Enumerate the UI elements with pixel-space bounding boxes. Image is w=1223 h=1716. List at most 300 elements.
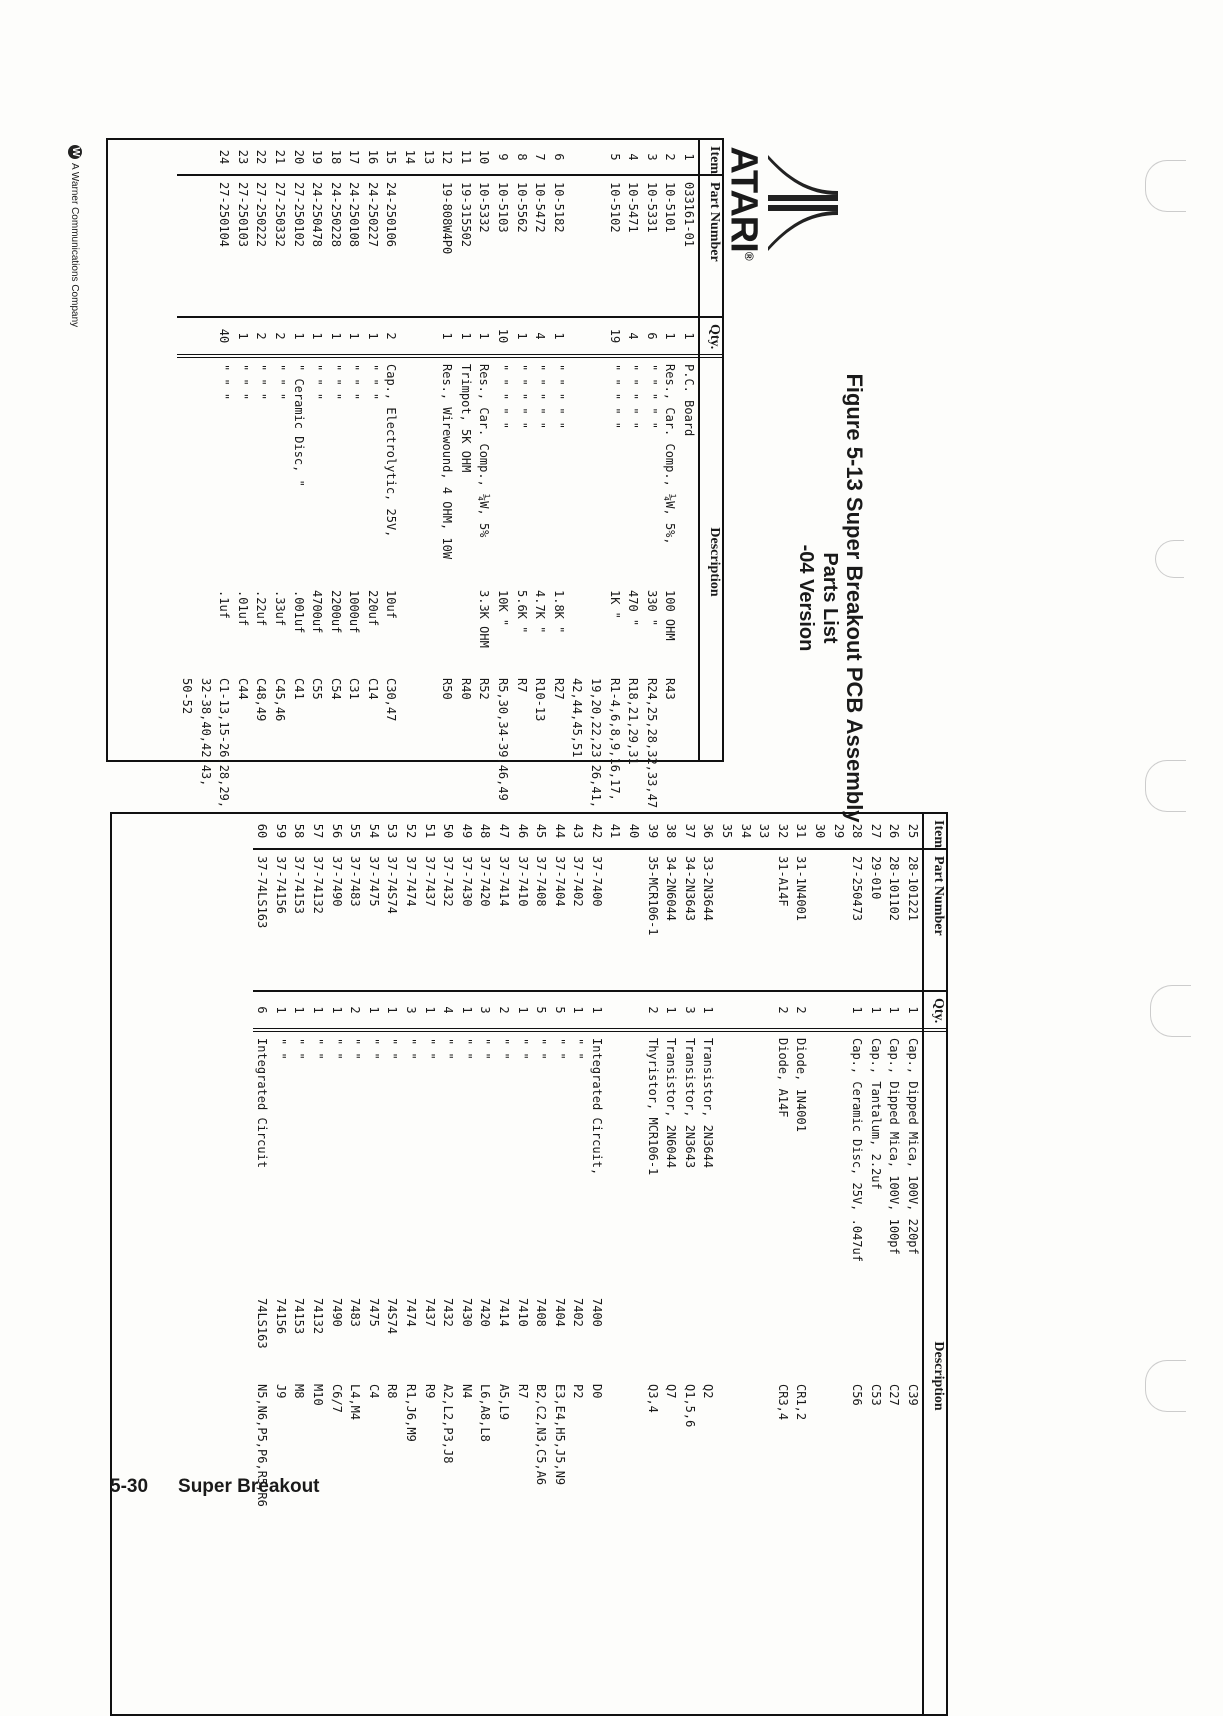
cell-item: 14 bbox=[401, 140, 420, 176]
cell-item: 36 bbox=[699, 814, 718, 850]
table-row bbox=[643, 814, 662, 1714]
table-row bbox=[513, 814, 532, 1714]
cell-item: 41 bbox=[606, 814, 625, 850]
desc-text: " " " bbox=[217, 364, 232, 401]
desc-text: " " " bbox=[310, 364, 325, 401]
desc-value: 7408 bbox=[534, 1298, 549, 1327]
cell-description bbox=[885, 1032, 904, 1714]
cell-part-number bbox=[196, 176, 215, 318]
cell-part-number: 10-5102 bbox=[605, 176, 624, 318]
figure-title bbox=[746, 318, 866, 878]
desc-ref: N4 bbox=[459, 1384, 474, 1399]
desc-value: 5.6K " bbox=[514, 590, 529, 634]
desc-text: " " bbox=[478, 1038, 493, 1060]
table-row bbox=[419, 140, 438, 760]
cell-description bbox=[346, 1032, 365, 1714]
desc-text: " " bbox=[273, 1038, 288, 1060]
table-row bbox=[177, 140, 196, 760]
desc-ref: B2,C2,N3,C5,A6 bbox=[534, 1384, 549, 1486]
cell-qty: 1 bbox=[438, 318, 457, 358]
footer-title: Super Breakout bbox=[178, 1476, 320, 1497]
cell-part-number: 28-101102 bbox=[885, 850, 904, 992]
cell-description bbox=[420, 1032, 439, 1714]
desc-ref: C39 bbox=[906, 1384, 920, 1406]
cell-item: 8 bbox=[512, 140, 531, 176]
cell-item: 40 bbox=[625, 814, 644, 850]
cell-description bbox=[308, 1032, 327, 1714]
cell-description bbox=[680, 1032, 699, 1714]
cell-qty: 1 bbox=[587, 992, 606, 1032]
cell-item: 4 bbox=[624, 140, 643, 176]
desc-text: " " bbox=[311, 1038, 325, 1060]
cell-description bbox=[438, 358, 457, 760]
cell-item: 37 bbox=[680, 814, 699, 850]
cell-description bbox=[476, 1032, 495, 1714]
cell-part-number bbox=[606, 850, 625, 992]
desc-ref: Q2 bbox=[701, 1384, 716, 1399]
desc-value: 7402 bbox=[571, 1298, 586, 1327]
table-row bbox=[215, 140, 234, 809]
cell-description bbox=[493, 358, 512, 801]
table-row bbox=[605, 140, 624, 801]
cell-part-number: 37-74S74 bbox=[383, 850, 402, 992]
cell-part-number: 10-5562 bbox=[512, 176, 531, 318]
cell-part-number: 24-250228 bbox=[326, 176, 345, 318]
desc-value: 100 OHM bbox=[663, 590, 678, 641]
desc-ref: C30,47 bbox=[384, 678, 399, 722]
cell-item: 2 bbox=[661, 140, 680, 176]
table-row bbox=[532, 814, 551, 1714]
table-row bbox=[364, 814, 383, 1714]
cell-item: 6 bbox=[549, 140, 568, 176]
table-row bbox=[493, 140, 512, 801]
cell-qty: 3 bbox=[680, 992, 699, 1032]
table-row bbox=[512, 140, 531, 760]
desc-text: Res., Car. Comp., ¼W, 5% bbox=[477, 364, 492, 538]
cell-description bbox=[308, 358, 327, 760]
cell-qty: 1 bbox=[345, 318, 364, 358]
cell-qty bbox=[829, 992, 848, 1032]
cell-item: 42 bbox=[587, 814, 606, 850]
cell-description bbox=[586, 358, 605, 809]
table-row bbox=[549, 140, 568, 760]
cell-qty: 6 bbox=[642, 318, 661, 358]
cell-item: 24 bbox=[215, 140, 234, 176]
desc-text: Integrated Circuit, bbox=[589, 1038, 604, 1176]
desc-ref: R9 bbox=[422, 1384, 437, 1399]
cell-qty: 1 bbox=[308, 318, 327, 358]
desc-text: " " bbox=[534, 1038, 549, 1060]
cell-description bbox=[550, 1032, 569, 1714]
desc-ref: R5,30,34-39,46,49 bbox=[496, 678, 511, 801]
cell-description bbox=[662, 1032, 681, 1714]
cell-qty: 3 bbox=[476, 992, 495, 1032]
cell-part-number: 34-2N3643 bbox=[680, 850, 699, 992]
table-row bbox=[679, 140, 698, 760]
cell-qty bbox=[717, 992, 736, 1032]
table-row bbox=[624, 140, 643, 765]
page-number: 5-30 bbox=[110, 1476, 149, 1497]
cell-description bbox=[679, 358, 698, 760]
cell-item: 54 bbox=[364, 814, 383, 850]
desc-text: Cap., Electrolytic, 25V, bbox=[384, 364, 399, 538]
cell-qty: 1 bbox=[457, 992, 476, 1032]
cell-item: 20 bbox=[289, 140, 308, 176]
desc-value: 220uf bbox=[365, 590, 380, 627]
desc-ref: C45,46 bbox=[272, 678, 287, 722]
cell-qty: 1 bbox=[679, 318, 698, 358]
cell-part-number bbox=[625, 850, 644, 992]
cell-part-number bbox=[736, 850, 755, 992]
cell-item: 51 bbox=[420, 814, 439, 850]
cell-qty bbox=[736, 992, 755, 1032]
cell-part-number: 10-5182 bbox=[549, 176, 568, 318]
table-row bbox=[420, 814, 439, 1714]
cell-part-number: 10-5103 bbox=[493, 176, 512, 318]
desc-ref: E3,E4,H5,J5,N9 bbox=[552, 1384, 567, 1486]
cell-qty: 6 bbox=[253, 992, 272, 1032]
cell-item: 26 bbox=[885, 814, 904, 850]
table-row bbox=[773, 814, 792, 1714]
cell-item: 57 bbox=[308, 814, 327, 850]
cell-qty: 2 bbox=[382, 318, 401, 358]
cell-description bbox=[773, 1032, 792, 1714]
table-row bbox=[587, 814, 606, 1714]
cell-part-number: 27-250222 bbox=[252, 176, 271, 318]
cell-item: 53 bbox=[383, 814, 402, 850]
cell-description bbox=[605, 358, 624, 801]
cell-description bbox=[717, 1032, 736, 1714]
cell-item: 18 bbox=[326, 140, 345, 176]
cell-item: 3 bbox=[642, 140, 661, 176]
desc-text: Integrated Circuit bbox=[255, 1038, 270, 1169]
cell-qty bbox=[755, 992, 774, 1032]
table-row bbox=[531, 140, 550, 760]
cell-item: 39 bbox=[643, 814, 662, 850]
cell-qty: 1 bbox=[290, 992, 309, 1032]
desc-value: .22uf bbox=[254, 590, 269, 627]
cell-item: 34 bbox=[736, 814, 755, 850]
desc-text: Thyristor, MCR106-1 bbox=[645, 1038, 660, 1176]
desc-value: 10K " bbox=[496, 590, 511, 627]
company-name: A Warner Communications Company bbox=[69, 163, 81, 328]
desc-ref: Q3,4 bbox=[645, 1384, 660, 1413]
desc-ref: CR1,2 bbox=[794, 1384, 809, 1421]
cell-part-number: 37-7430 bbox=[457, 850, 476, 992]
desc-text: Transistor, 2N3644 bbox=[701, 1038, 716, 1169]
cell-description bbox=[252, 358, 271, 760]
desc-ref: R10-13 bbox=[533, 678, 548, 722]
cell-part-number: 37-7414 bbox=[494, 850, 513, 992]
cell-description bbox=[401, 1032, 420, 1714]
desc-value: 7400 bbox=[589, 1298, 604, 1327]
desc-value: 470 " bbox=[626, 590, 641, 627]
cell-item bbox=[196, 140, 215, 176]
cell-qty: 1 bbox=[420, 992, 439, 1032]
desc-value: 74153 bbox=[292, 1298, 307, 1335]
table-row bbox=[271, 814, 290, 1714]
cell-item: 9 bbox=[493, 140, 512, 176]
desc-text: " " bbox=[385, 1038, 400, 1060]
desc-ref: R8 bbox=[385, 1384, 400, 1399]
desc-value: 7432 bbox=[441, 1298, 456, 1327]
table-row bbox=[233, 140, 252, 760]
desc-value: 7420 bbox=[478, 1298, 493, 1327]
table-row bbox=[439, 814, 458, 1714]
table-row bbox=[586, 140, 605, 809]
cell-part-number: 37-7402 bbox=[569, 850, 588, 992]
desc-ref: C56 bbox=[850, 1384, 865, 1406]
desc-text: " " " bbox=[235, 364, 250, 401]
cell-description bbox=[364, 1032, 383, 1714]
table-row bbox=[606, 814, 625, 1714]
cell-description bbox=[289, 358, 308, 760]
desc-value: 7414 bbox=[496, 1298, 511, 1327]
table-row bbox=[829, 814, 848, 1714]
cell-qty: 5 bbox=[532, 992, 551, 1032]
cell-qty: 1 bbox=[475, 318, 494, 358]
desc-ref: C44 bbox=[235, 678, 250, 700]
desc-text: " " bbox=[571, 1038, 586, 1060]
desc-ref: C6/7 bbox=[329, 1384, 344, 1413]
cell-qty: 1 bbox=[569, 992, 588, 1032]
cell-qty bbox=[625, 992, 644, 1032]
desc-value: 7483 bbox=[348, 1298, 363, 1327]
desc-value: 3.3K OHM bbox=[477, 590, 492, 648]
cell-part-number: 24-250106 bbox=[382, 176, 401, 318]
cell-qty: 1 bbox=[662, 992, 681, 1032]
cell-item: 48 bbox=[476, 814, 495, 850]
cell-item: 1 bbox=[679, 140, 698, 176]
desc-value: .33uf bbox=[272, 590, 287, 627]
desc-value: 74S74 bbox=[385, 1298, 400, 1335]
desc-ref: C41 bbox=[291, 678, 306, 700]
desc-text: Res., Wirewound, 4 OHM, 10W bbox=[440, 364, 455, 560]
desc-text: " " " " " bbox=[626, 364, 641, 430]
cell-item: 60 bbox=[253, 814, 272, 850]
desc-ref: C55 bbox=[310, 678, 325, 700]
desc-text: Diode, A14F bbox=[775, 1038, 790, 1118]
cell-qty bbox=[810, 992, 829, 1032]
header-part-number: Part Number bbox=[700, 176, 722, 318]
table-row bbox=[494, 814, 513, 1714]
cell-qty: 1 bbox=[326, 318, 345, 358]
table-row bbox=[401, 140, 420, 760]
desc-value: 7490 bbox=[329, 1298, 344, 1327]
desc-value: 330 " bbox=[644, 590, 659, 627]
cell-item: 23 bbox=[233, 140, 252, 176]
cell-description bbox=[177, 358, 196, 760]
desc-ref: R7 bbox=[514, 678, 529, 693]
table-row bbox=[699, 814, 718, 1714]
cell-item: 27 bbox=[866, 814, 885, 850]
table-row bbox=[456, 140, 475, 760]
desc-ref: M10 bbox=[311, 1384, 325, 1406]
cell-part-number: 37-7483 bbox=[346, 850, 365, 992]
cell-description bbox=[531, 358, 550, 760]
desc-text: " " bbox=[515, 1038, 530, 1060]
cell-qty: 4 bbox=[624, 318, 643, 358]
table-row bbox=[885, 814, 904, 1714]
cell-description bbox=[326, 358, 345, 760]
cell-item: 32 bbox=[773, 814, 792, 850]
cell-part-number: 31-A14F bbox=[773, 850, 792, 992]
desc-text: " " " " " bbox=[551, 364, 566, 430]
desc-ref: P2 bbox=[571, 1384, 586, 1399]
desc-ref: R1,J6,M9 bbox=[403, 1384, 418, 1442]
cell-part-number: 37-7404 bbox=[550, 850, 569, 992]
cell-qty: 1 bbox=[364, 992, 383, 1032]
desc-ref: L4,M4 bbox=[348, 1384, 363, 1421]
table-row bbox=[290, 814, 309, 1714]
cell-part-number: 37-7408 bbox=[532, 850, 551, 992]
cell-part-number: 27-250103 bbox=[233, 176, 252, 318]
cell-item: 22 bbox=[252, 140, 271, 176]
desc-text: " " " bbox=[328, 364, 343, 401]
cell-part-number: 29-010 bbox=[866, 850, 885, 992]
cell-description bbox=[792, 1032, 811, 1714]
cell-part-number bbox=[717, 850, 736, 992]
punch-hole-mid bbox=[1155, 540, 1184, 578]
table-row bbox=[680, 814, 699, 1714]
desc-text: Cap., Ceramic Disc, 25V, .047uf bbox=[850, 1038, 865, 1262]
desc-ref: C4 bbox=[366, 1384, 381, 1399]
table-row bbox=[792, 814, 811, 1714]
cell-description bbox=[568, 358, 587, 760]
desc-ref: J9 bbox=[273, 1384, 288, 1399]
cell-qty: 1 bbox=[271, 992, 290, 1032]
desc-ref: 32-38,40,42,43, bbox=[198, 678, 213, 787]
cell-item: 7 bbox=[531, 140, 550, 176]
cell-qty: 1 bbox=[327, 992, 346, 1032]
table-row bbox=[438, 140, 457, 760]
cell-description bbox=[829, 1032, 848, 1714]
desc-value: 10uf bbox=[384, 590, 399, 619]
desc-text: P.C. Board bbox=[682, 364, 696, 437]
table-row bbox=[569, 814, 588, 1714]
cell-part-number bbox=[401, 176, 420, 318]
cell-description bbox=[363, 358, 382, 760]
cell-qty: 1 bbox=[549, 318, 568, 358]
desc-ref: C27 bbox=[887, 1384, 902, 1406]
cell-part-number: 27-250104 bbox=[215, 176, 234, 318]
header-qty: Qty. bbox=[924, 992, 946, 1032]
cell-description bbox=[549, 358, 568, 760]
cell-item: 17 bbox=[345, 140, 364, 176]
cell-qty: 1 bbox=[456, 318, 475, 358]
cell-item: 29 bbox=[829, 814, 848, 850]
cell-qty: 4 bbox=[531, 318, 550, 358]
cell-description bbox=[587, 1032, 606, 1714]
company-credit bbox=[68, 145, 82, 327]
cell-description bbox=[661, 358, 680, 760]
table-row bbox=[345, 140, 364, 760]
cell-part-number bbox=[419, 176, 438, 318]
cell-description bbox=[755, 1032, 774, 1714]
cell-qty: 19 bbox=[605, 318, 624, 358]
desc-ref: L6,A8,L8 bbox=[478, 1384, 493, 1442]
cell-part-number: 19-315502 bbox=[456, 176, 475, 318]
table-header bbox=[698, 140, 722, 760]
table-row bbox=[568, 140, 587, 760]
cell-part-number: 10-5101 bbox=[661, 176, 680, 318]
desc-text: " Ceramic Disc, " bbox=[291, 364, 306, 487]
desc-text: Diode, 1N4001 bbox=[794, 1038, 809, 1132]
cell-qty: 1 bbox=[308, 992, 327, 1032]
desc-ref: CR3,4 bbox=[775, 1384, 790, 1421]
cell-qty: 2 bbox=[792, 992, 811, 1032]
desc-text: Cap., Dipped Mica, 100V, 100pf bbox=[887, 1038, 902, 1255]
cell-qty: 4 bbox=[439, 992, 458, 1032]
desc-value: 1K " bbox=[607, 590, 622, 619]
cell-qty bbox=[586, 318, 605, 358]
parts-table-left bbox=[106, 138, 724, 809]
cell-qty: 1 bbox=[363, 318, 382, 358]
cell-qty bbox=[606, 992, 625, 1032]
cell-part-number: 37-7490 bbox=[327, 850, 346, 992]
cell-description bbox=[233, 358, 252, 760]
desc-ref: A5,L9 bbox=[496, 1384, 511, 1421]
table-row bbox=[401, 814, 420, 1714]
desc-text: " " bbox=[366, 1038, 381, 1060]
cell-part-number: 10-5472 bbox=[531, 176, 550, 318]
cell-part-number: 33-2N3644 bbox=[699, 850, 718, 992]
desc-text: Transistor, 2N6044 bbox=[664, 1038, 679, 1169]
cell-part-number bbox=[810, 850, 829, 992]
cell-item: 56 bbox=[327, 814, 346, 850]
cell-part-number bbox=[586, 176, 605, 318]
table-row bbox=[662, 814, 681, 1714]
cell-qty: 2 bbox=[643, 992, 662, 1032]
desc-value: 4700uf bbox=[310, 590, 325, 634]
cell-description bbox=[270, 358, 289, 760]
desc-ref: C53 bbox=[868, 1384, 883, 1406]
desc-text: " " bbox=[496, 1038, 511, 1060]
atari-fuji-icon bbox=[768, 128, 838, 278]
cell-qty bbox=[401, 318, 420, 358]
cell-item: 52 bbox=[401, 814, 420, 850]
desc-value: .1uf bbox=[217, 590, 232, 619]
desc-value: 74156 bbox=[273, 1298, 288, 1335]
desc-ref: R43 bbox=[663, 678, 678, 700]
table-row bbox=[848, 814, 867, 1714]
cell-qty: 40 bbox=[215, 318, 234, 358]
cell-part-number bbox=[755, 850, 774, 992]
table-row bbox=[475, 140, 494, 760]
cell-item: 58 bbox=[290, 814, 309, 850]
table-row bbox=[308, 814, 327, 1714]
cell-part-number: 27-250332 bbox=[270, 176, 289, 318]
desc-ref: C1-13,15-26,28,29, bbox=[217, 678, 232, 809]
desc-value: 7475 bbox=[366, 1298, 381, 1327]
cell-qty: 1 bbox=[512, 318, 531, 358]
cell-qty: 3 bbox=[401, 992, 420, 1032]
cell-item: 10 bbox=[475, 140, 494, 176]
desc-text: " " bbox=[441, 1038, 456, 1060]
desc-ref: R40 bbox=[458, 678, 473, 700]
title-line1: Figure 5-13 Super Breakout PCB Assembly bbox=[842, 373, 867, 823]
cell-item: 35 bbox=[717, 814, 736, 850]
desc-text: " " " bbox=[347, 364, 362, 401]
desc-text: " " bbox=[459, 1038, 474, 1060]
cell-item: 28 bbox=[848, 814, 867, 850]
cell-qty: 1 bbox=[866, 992, 885, 1032]
cell-item bbox=[586, 140, 605, 176]
desc-ref: R24,25,28,32,33,47 bbox=[644, 678, 659, 809]
cell-item: 21 bbox=[270, 140, 289, 176]
cell-part-number: 35-MCR106-1 bbox=[643, 850, 662, 992]
cell-description bbox=[848, 1032, 867, 1714]
